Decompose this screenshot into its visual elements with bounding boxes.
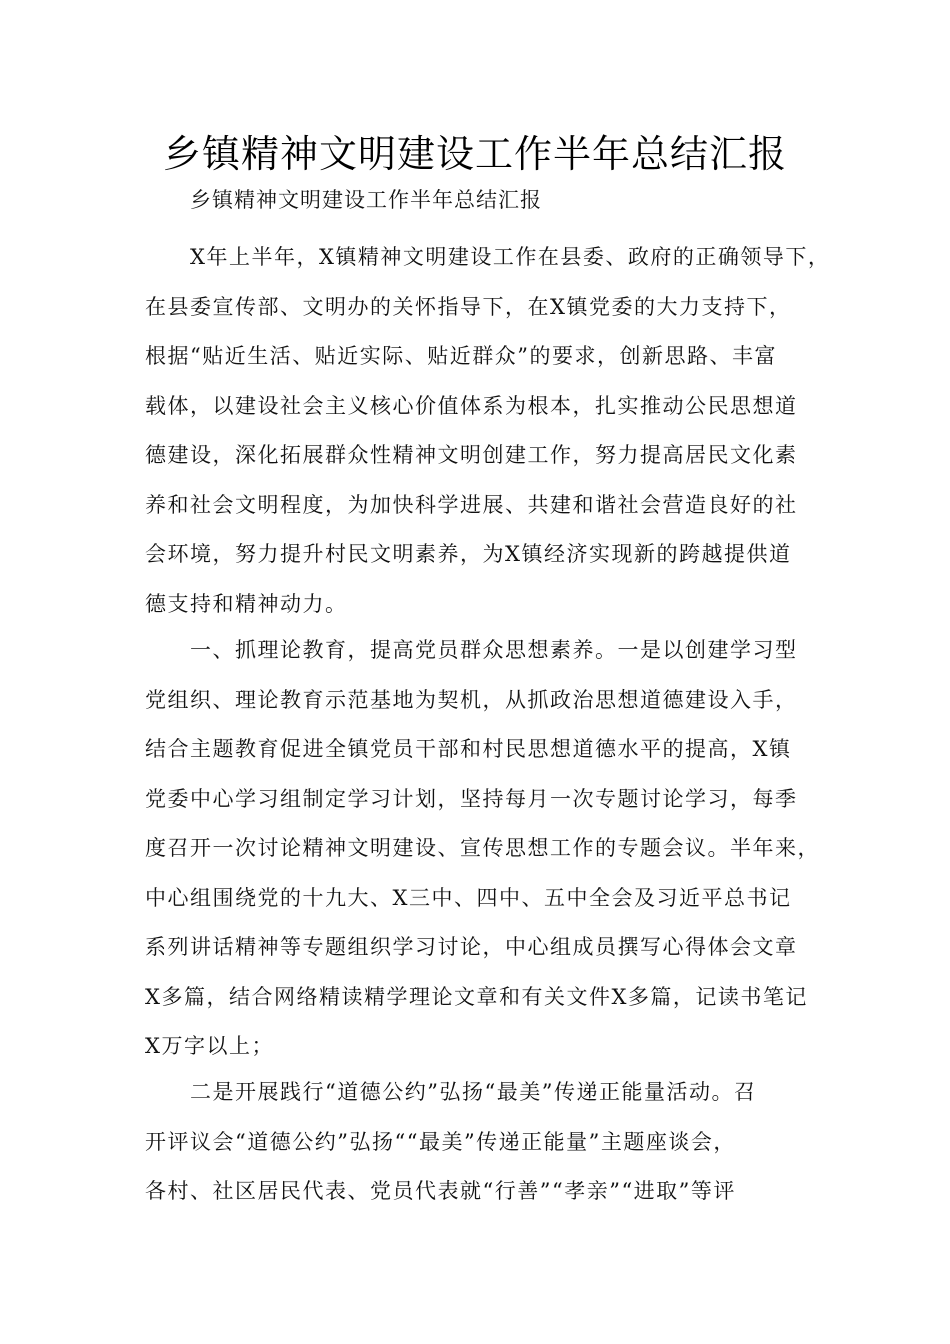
paragraph-line: X万字以上； [145, 1034, 274, 1058]
paragraph-line: 党组织、理论教育示范基地为契机，从抓政治思想道德建设入手， [145, 687, 798, 712]
paragraph-line: 会环境，努力提升村民文明素养，为X镇经济实现新的跨越提供道 [145, 542, 792, 566]
paragraph-line: 载体，以建设社会主义核心价值体系为根本，扎实推动公民思想道 [145, 393, 798, 418]
document-title: 乡镇精神文明建设工作半年总结汇报 [162, 132, 787, 176]
paragraph-line: X多篇，结合网络精读精学理论文章和有关文件X多篇，记读书笔记 [145, 984, 808, 1009]
paragraph-line: 中心组围绕党的十九大、X三中、四中、五中全会及习近平总书记 [145, 885, 792, 910]
paragraph-line: 根据“贴近生活、贴近实际、贴近群众”的要求，创新思路、丰富 [145, 344, 777, 368]
paragraph-line: 养和社会文明程度，为加快科学进展、共建和谐社会营造良好的社 [145, 492, 798, 517]
paragraph-line: 二是开展践行“道德公约”弘扬“最美”传递正能量活动。召 [190, 1080, 757, 1104]
paragraph-line: 党委中心学习组制定学习计划，坚持每月一次专题讨论学习，每季 [145, 786, 798, 811]
paragraph-line: 结合主题教育促进全镇党员干部和村民思想道德水平的提高，X镇 [145, 737, 792, 761]
paragraph-theory-education [145, 626, 820, 1072]
paragraph-line: 一、抓理论教育，提高党员群众思想素养。一是以创建学习型 [190, 638, 798, 662]
paragraph-line: 在县委宣传部、文明办的关怀指导下，在X镇党委的大力支持下， [145, 294, 792, 319]
document-subtitle: 乡镇精神文明建设工作半年总结汇报 [190, 188, 542, 212]
paragraph-line: X年上半年，X镇精神文明建设工作在县委、政府的正确领导下， [190, 245, 831, 269]
paragraph-line: 德建设，深化拓展群众性精神文明创建工作，努力提高居民文化素 [145, 443, 798, 467]
paragraph-moral-convention [145, 1068, 813, 1217]
paragraph-intro [145, 233, 831, 629]
paragraph-line: 各村、社区居民代表、党员代表就“行善”“孝亲”“进取”等评 [145, 1179, 736, 1203]
paragraph-line: 德支持和精神动力。 [145, 591, 348, 616]
paragraph-line: 度召开一次讨论精神文明建设、宣传思想工作的专题会议。半年来， [145, 836, 820, 860]
paragraph-line: 开评议会“道德公约”弘扬““最美”传递正能量”主题座谈会， [145, 1129, 736, 1154]
paragraph-line: 系列讲话精神等专题组织学习讨论，中心组成员撰写心得体会文章 [145, 935, 798, 959]
